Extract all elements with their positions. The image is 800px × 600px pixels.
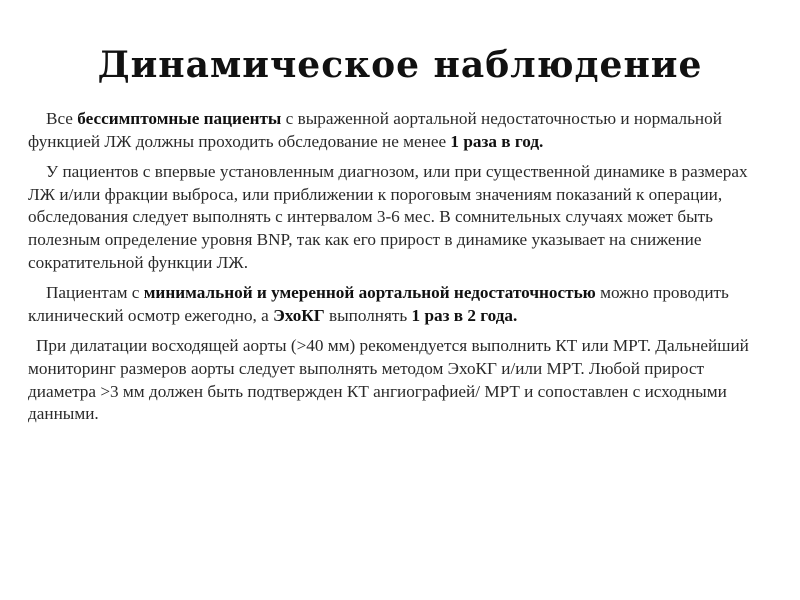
text-segment: При дилатации восходящей аорты (>40 мм) рекомендуется выполнить КТ или МРТ. Дальнейший мониторинг размеров аорты следует выполнять методом ЭхоКГ и/или МРТ. Любой прирост диаметра >3 мм должен быть подтвержден КТ ангиографией/ МРТ и сопоставлен с исходными данными.: [28, 336, 749, 424]
text-segment: можно проводить клинический осмотр ежегодно, а: [28, 283, 729, 325]
slide-body: [28, 108, 774, 434]
text-segment: У пациентов с впервые установленным диагнозом, или при существенной динамике в размерах ЛЖ и/или фракции выброса, или приближении к пороговым значениям показаний к операции, обследования следует выполнять с интервалом 3-6 мес. В сомнительных случаях может быть полезным определение уровня BNP, так как его прирост в динамике указывает на снижение сократительной функции ЛЖ.: [28, 162, 748, 272]
text-segment: с выраженной аортальной недостаточностью и нормальной функцией ЛЖ должны проходить обследование не менее: [28, 109, 722, 151]
text-segment: выполнять: [324, 305, 412, 325]
text-segment-bold: 1 раза в год.: [450, 131, 544, 151]
text-segment-bold: 1 раз в 2 года.: [411, 305, 518, 325]
paragraph-mild-moderate: [28, 282, 774, 327]
paragraph-new-diagnosis: [28, 161, 774, 274]
text-segment: Все: [46, 109, 78, 128]
text-segment: Пациентам с: [46, 283, 144, 303]
text-segment-bold: бессимптомные пациенты: [77, 109, 282, 128]
text-segment-bold: ЭхоКГ: [273, 305, 325, 325]
paragraph-asymptomatic: [28, 108, 774, 153]
slide-title: Динамическое наблюдение: [97, 44, 703, 86]
paragraph-aortic-dilation: [28, 335, 774, 425]
text-segment-bold: минимальной и умеренной аортальной недостаточностью: [143, 283, 596, 303]
